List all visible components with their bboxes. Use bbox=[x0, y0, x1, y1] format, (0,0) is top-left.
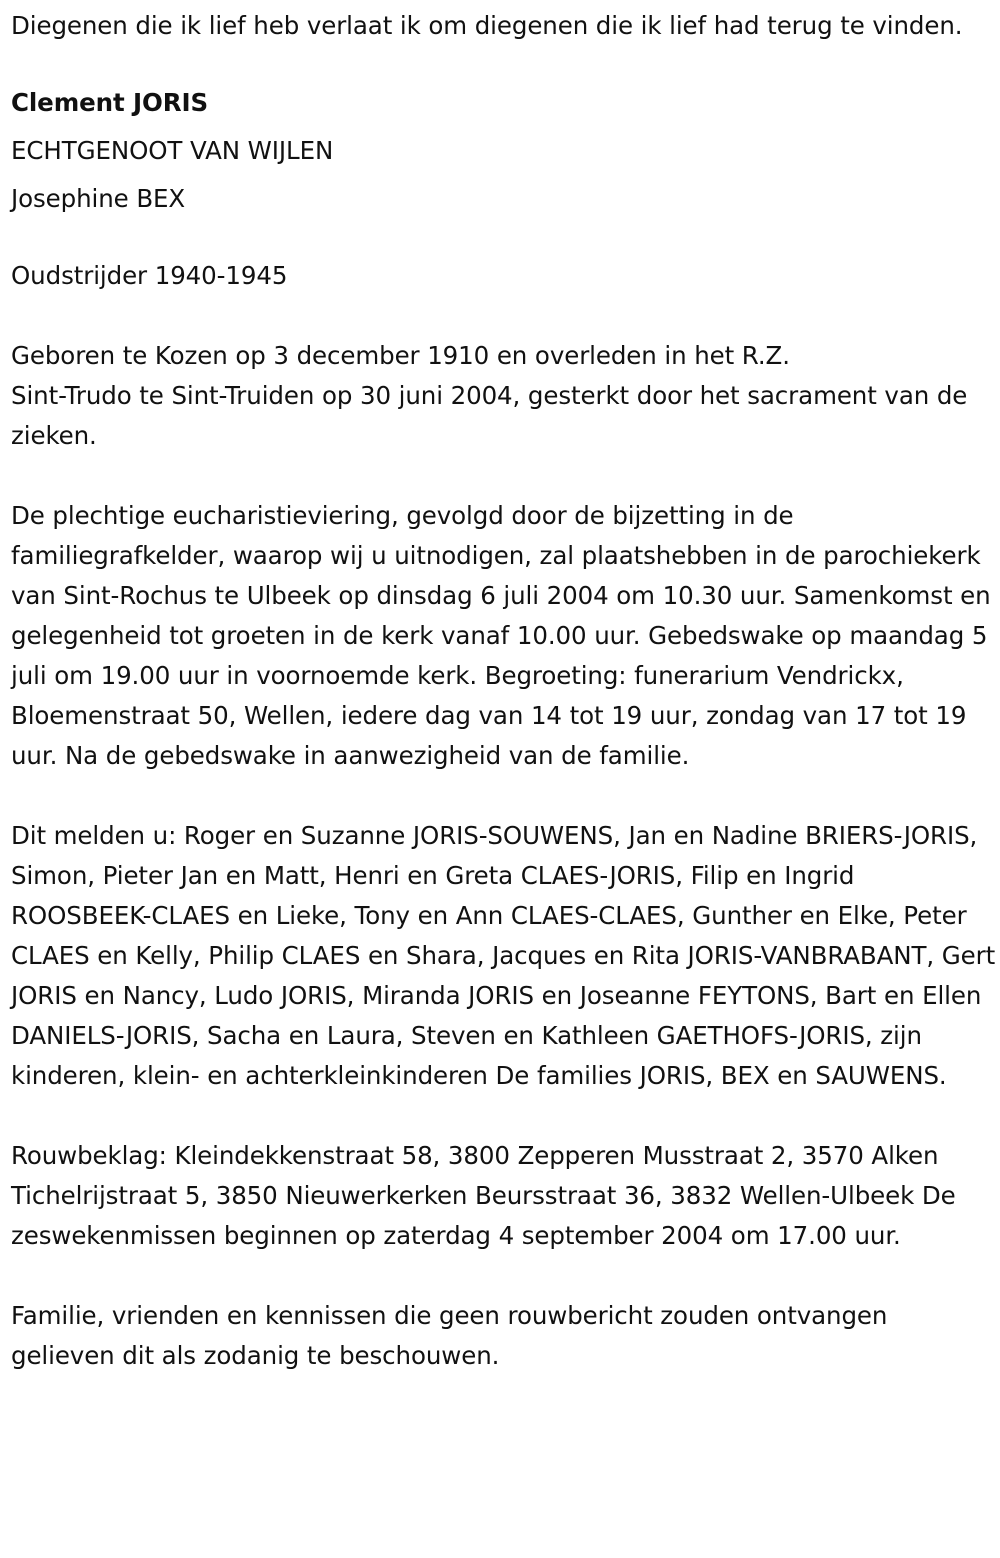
condolences-paragraph: Rouwbeklag: Kleindekkenstraat 58, 3800 Zepperen Musstraat 2, 3570 Alken Tichelrijstraat 5, 3850 Nieuwerkerken Beursstraat 36, 3832 Wellen-Ulbeek De zeswekenmissen beginnen op zaterdag 4 september 2004 om 17.00 uur. bbox=[11, 1141, 956, 1250]
spouse-name: Josephine BEX bbox=[11, 184, 186, 213]
birth-death-line-1: Geboren te Kozen op 3 december 1910 en overleden in het R.Z. bbox=[11, 341, 790, 370]
birth-death-line-2: Sint-Trudo te Sint-Truiden op 30 juni 2004, gesterkt door het sacrament van de zieken. bbox=[11, 381, 968, 450]
opening-quote: Diegenen die ik lief heb verlaat ik om diegenen die ik lief had terug te vinden. bbox=[11, 11, 963, 40]
relation-line: ECHTGENOOT VAN WIJLEN bbox=[11, 136, 334, 165]
veteran-line: Oudstrijder 1940-1945 bbox=[11, 261, 288, 290]
spacer bbox=[11, 223, 996, 256]
spacer bbox=[11, 1256, 996, 1296]
announcement-paragraph: Dit melden u: Roger en Suzanne JORIS-SOUWENS, Jan en Nadine BRIERS-JORIS, Simon, Pieter Jan en Matt, Henri en Greta CLAES-JORIS, Filip en Ingrid ROOSBEEK-CLAES en Lieke, Tony en Ann CLAES-CLAES, Gunther en Elke, Peter CLAES en Kelly, Philip CLAES en Shara, Jacques en Rita JORIS-VANBRABANT, Gert JORIS en Nancy, Ludo JORIS, Miranda JORIS en Joseanne FEYTONS, Bart en Ellen DANIELS-JORIS, Sacha en Laura, Steven en Kathleen GAETHOFS-JORIS, zijn kinderen, klein- en achterkleinkinderen De families JORIS, BEX en SAUWENS. bbox=[11, 821, 996, 1090]
ceremony-paragraph: De plechtige eucharistieviering, gevolgd door de bijzetting in de familiegrafkelder, waarop wij u uitnodigen, zal plaatshebben in de parochiekerk van Sint-Rochus te Ulbeek op dinsdag 6 juli 2004 om 10.30 uur. Samenkomst en gelegenheid tot groeten in de kerk vanaf 10.00 uur. Gebedswake op maandag 5 juli om 19.00 uur in voornoemde kerk. Begroeting: funerarium Vendrickx, Bloemenstraat 50, Wellen, iedere dag van 14 tot 19 uur, zondag van 17 tot 19 uur. Na de gebedswake in aanwezigheid van de familie. bbox=[11, 501, 991, 770]
deceased-name: Clement JORIS bbox=[11, 88, 209, 117]
closing-paragraph: Familie, vrienden en kennissen die geen rouwbericht zouden ontvangen gelieven dit als zodanig te beschouwen. bbox=[11, 1301, 888, 1370]
birth-death-paragraph bbox=[11, 336, 996, 456]
spacer bbox=[11, 46, 996, 79]
spacer bbox=[11, 456, 996, 496]
spacer bbox=[11, 1096, 996, 1136]
spacer bbox=[11, 296, 996, 336]
spacer bbox=[11, 776, 996, 816]
